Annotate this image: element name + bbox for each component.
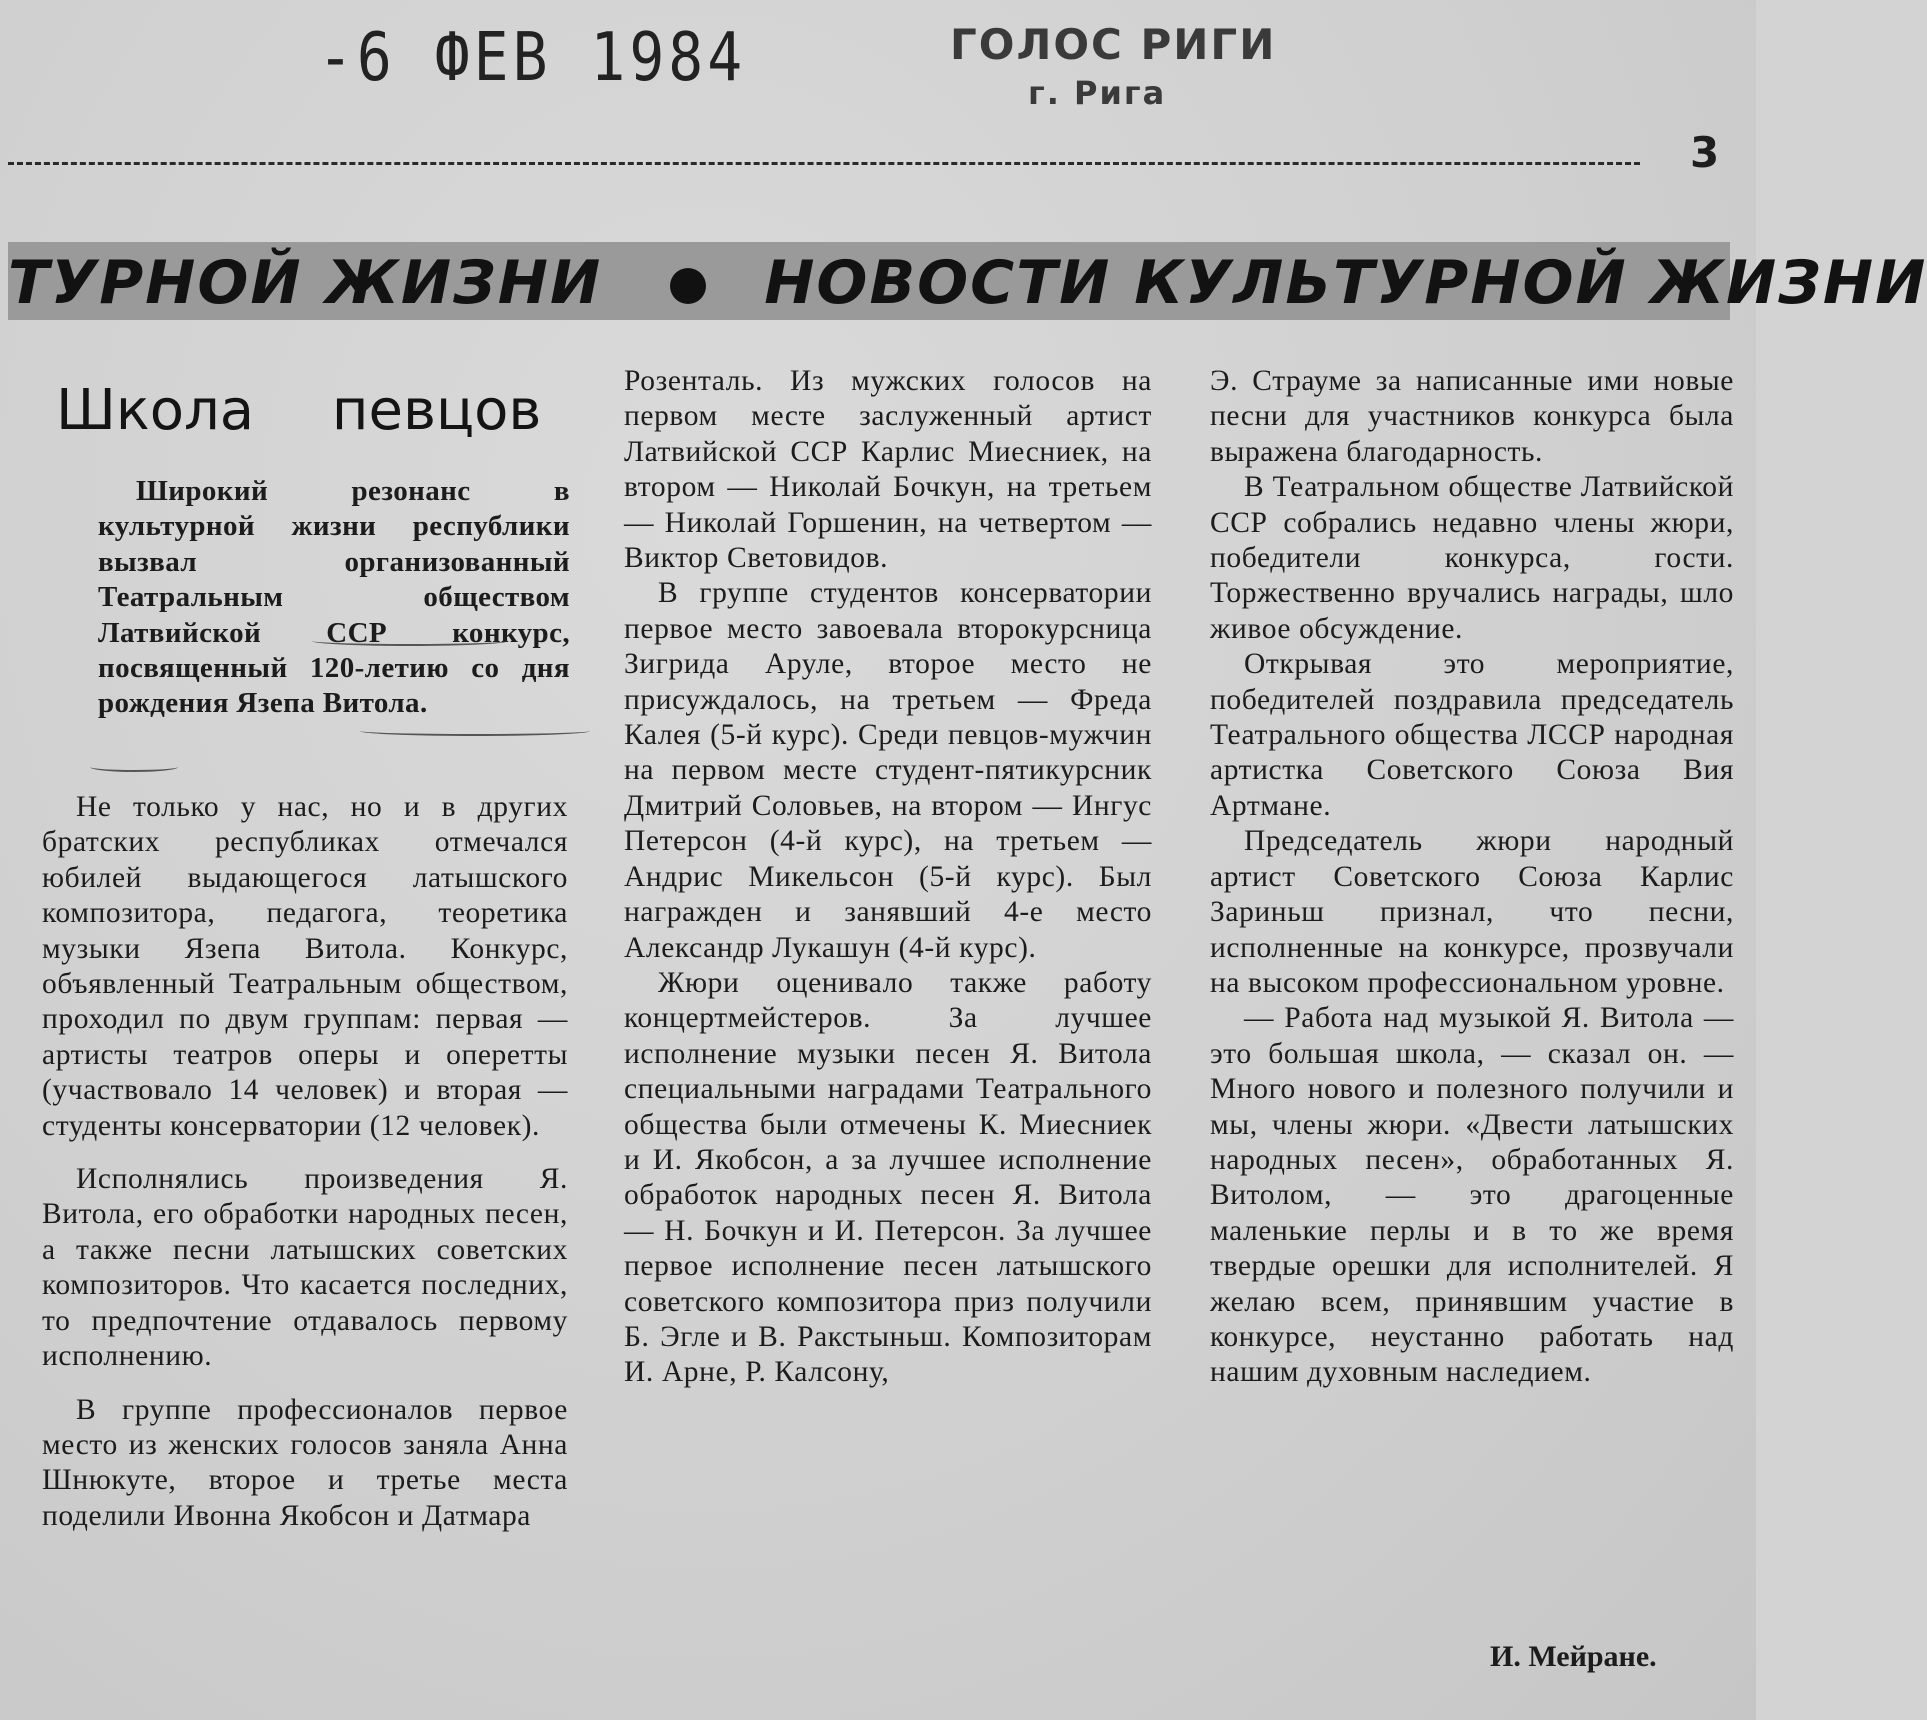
section-banner — [8, 242, 1927, 320]
article-lead: Широкий резонанс в культурной жизни республики вызвал организованный Театральным обществом Латвийской ССР конкурс, посвященный 120-летию со дня рождения Язепа Витола. — [98, 475, 570, 720]
banner-left-fragment: ТУРНОЙ ЖИЗНИ — [8, 248, 603, 318]
pencil-underline — [90, 762, 178, 772]
header-divider — [8, 162, 1640, 165]
newspaper-name-stamp: ГОЛОС РИГИ — [950, 20, 1277, 69]
article-paragraph: Исполнялись произведения Я. Витола, его обработки народных песен, а также песни латышских советских композиторов. Что касается последних, то предпочтение отдавалось первому исполнению. — [42, 1163, 568, 1373]
banner-right-fragment: НОВОСТИ КУЛЬТУРНОЙ ЖИЗНИ — [764, 248, 1927, 318]
article-title: Школа певцов — [56, 378, 542, 443]
article-paragraph: Председатель жюри народный артист Советского Союза Карлис Зариньш признал, что песни, исполненные на конкурсе, прозвучали на высоком профессиональном уровне. — [1210, 825, 1734, 999]
article-paragraph: В группе профессионалов первое место из женских голосов заняла Анна Шнюкуте, второе и третье места поделили Ивонна Якобсон и Датмара — [42, 1393, 568, 1532]
article-paragraph: Розенталь. Из мужских голосов на первом месте заслуженный артист Латвийской ССР Карлис Миесниек, на втором — Николай Бочкун, на третьем — Николай Горшенин, на четвертом — Виктор Световидов. — [624, 365, 1152, 575]
article-paragraph: Открывая это мероприятие, победителей поздравила председатель Театрального общества ЛССР народная артистка Советского Союза Вия Артмане. — [1210, 648, 1734, 822]
author-signature: И. Мейране. — [1490, 1640, 1657, 1673]
article-paragraph: Жюри оценивало также работу концертмейстеров. За лучшее исполнение музыки песен Я. Витола специальными наградами Театрального общества были отмечены К. Миесниек и И. Якобсон, а за лучшее исполнение обработок народных песен Я. Витола — Н. Бочкун и И. Петерсон. За лучшее первое исполнение песен латышского советского композитора приз получили Б. Эгле и В. Ракстыньш. Композиторам И. Арне, Р. Калсону, — [624, 966, 1152, 1389]
article-paragraph: — Работа над музыкой Я. Витола — это большая школа, — сказал он. — Много нового и полезного получили и мы, члены жюри. «Двести латышских народных песен», обработанных Я. Витолом, — это драгоценные маленькие перлы и в то же время твердые орешки для исполнителей. Я желаю всем, принявшим участие в конкурсе, неустанно работать над нашим духовным наследием. — [1210, 1002, 1734, 1389]
article-column-3 — [1210, 364, 1734, 1391]
article-paragraph: В Театральном обществе Латвийской ССР собрались недавно члены жюри, победители конкурса, гости. Торжественно вручались награды, шло живое обсуждение. — [1210, 471, 1734, 645]
banner-bullet-icon — [670, 268, 706, 304]
city-stamp: г. Рига — [1028, 74, 1167, 112]
article-paragraph: Не только у нас, но и в других братских республиках отмечался юбилей выдающегося латышского композитора, педагога, теоретика музыки Язепа Витола. Конкурс, объявленный Театральным обществом, проходил по двум группам: первая — артисты театров оперы и оперетты (участвовало 14 человек) и вторая — студенты консерватории (12 человек). — [42, 791, 568, 1142]
article-column-1 — [42, 790, 568, 1534]
banner-text — [8, 248, 1927, 318]
date-stamp: -6 ФЕВ 1984 — [318, 18, 747, 97]
pencil-underline — [312, 636, 508, 646]
page-number: 3 — [1690, 128, 1720, 177]
article-column-2 — [624, 364, 1152, 1391]
pencil-underline — [360, 726, 590, 736]
article-paragraph: В группе студентов консерватории первое место завоевала второкурсница Зигрида Аруле, второе место не присуждалось, на третьем — Фреда Калея (5-й курс). Среди певцов-мужчин на первом месте студент-пятикурсник Дмитрий Соловьев, на втором — Ингус Петерсон (4-й курс), на третьем — Андрис Микельсон (5-й курс). Был награжден и занявший 4-е место Александр Лукашун (4-й курс). — [624, 577, 1152, 964]
article-paragraph: Э. Страуме за написанные ими новые песни для участников конкурса была выражена благодарность. — [1210, 365, 1734, 468]
